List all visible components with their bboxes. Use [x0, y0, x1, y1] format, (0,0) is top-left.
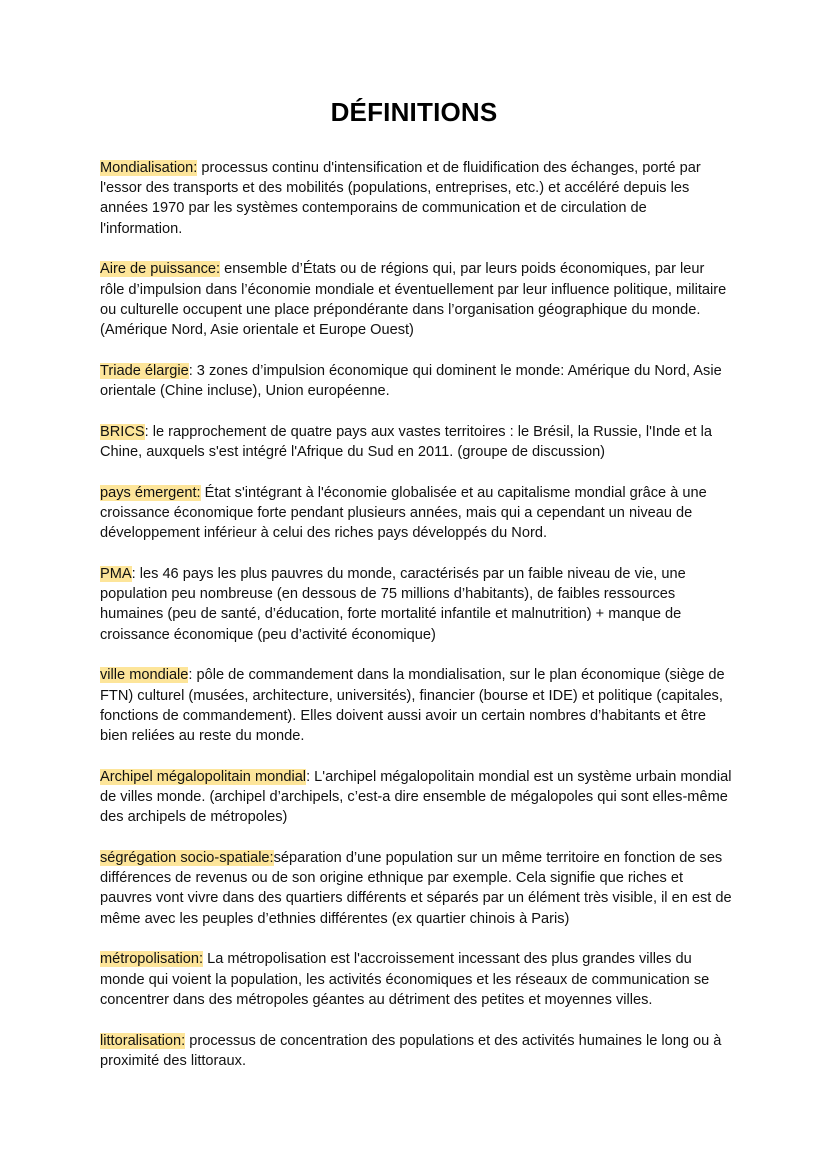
definition-text: ensemble d’États ou de régions qui, par leurs poids économiques, par leur rôle d’impulsion dans l’économie mondiale et éventuellement par leur influence politique, militaire ou culturelle occupent une place prépondérante dans l’organisation géographique du monde. (Amérique Nord, Asie orientale et Europe Ouest) — [100, 261, 727, 339]
definition-term: Mondialisation: — [100, 160, 198, 176]
definition-metropolisation — [100, 949, 732, 1010]
definition-text: : les 46 pays les plus pauvres du monde, caractérisés par un faible niveau de vie, une population peu nombreuse (en dessous de 75 millions d’habitants), de faibles ressources humaines (peu de santé, d’éducation, forte mortalité infantile et malnutrition) + manque de croissance économique (peu d’activité économique) — [100, 566, 686, 643]
definition-text: : L'archipel mégalopolitain mondial est un système urbain mondial de villes monde. (archipel d’archipels, c’est-a dire ensemble de mégalopoles qui sont elles-même des archipels de métropoles) — [100, 768, 732, 826]
definition-term: Aire de puissance: — [100, 261, 221, 278]
definition-term: ville mondiale — [100, 667, 189, 684]
definition-text: État s'intégrant à l'économie globalisée et au capitalisme mondial grâce à une croissance économique forte pendant plusieurs années, mais qui a cependant un niveau de développement inférieur à celui des riches pays développés du Nord. — [100, 484, 707, 542]
definition-triade-elargie — [100, 361, 732, 401]
definition-archipel-megalopolitain — [100, 767, 732, 828]
definition-term: ségrégation socio-spatiale: — [100, 850, 274, 867]
definition-term: métropolisation: — [100, 951, 204, 968]
definition-littoralisation — [100, 1031, 732, 1071]
definition-ville-mondiale — [100, 665, 732, 746]
definition-term: Archipel mégalopolitain mondial — [100, 768, 307, 785]
definition-segregation-socio-spatiale — [100, 848, 732, 929]
definition-text: : le rapprochement de quatre pays aux vastes territoires : le Brésil, la Russie, l'Inde et la Chine, auxquels s'est intégré l'Afrique du Sud en 2011. (groupe de discussion) — [100, 423, 712, 461]
definition-term: PMA — [100, 566, 132, 583]
definitions-list — [100, 158, 732, 1092]
definition-text: : pôle de commandement dans la mondialisation, sur le plan économique (siège de FTN) culturel (musées, architecture, universités), financier (bourse et IDE) et politique (capitales, fonctions de commandement). Elles doivent aussi avoir un certain nombres d’habitants et être bien reliées au reste du monde. — [100, 667, 725, 745]
definition-pays-emergent — [100, 483, 732, 544]
definition-term: pays émergent: — [100, 484, 201, 501]
definition-text: séparation d’une population sur un même territoire en fonction de ses différences de revenus ou de son origine ethnique par exemple. Cela signifie que riches et pauvres vont vivre dans des quartiers différents et séparés par un élément très visible, il en est de même avec les peuples d’ethnies différentes (ex quartier chinois à Paris) — [100, 850, 732, 927]
definition-pma — [100, 564, 732, 645]
definition-term: Triade élargie — [100, 362, 189, 379]
definition-mondialisation — [100, 158, 732, 239]
definition-aire-de-puissance — [100, 259, 732, 340]
definition-text: processus de concentration des populations et des activités humaines le long ou à proximité des littoraux. — [100, 1032, 722, 1069]
definition-term: BRICS — [100, 423, 145, 440]
definition-brics — [100, 422, 732, 462]
page-title: DÉFINITIONS — [330, 97, 498, 127]
definition-text: processus continu d'intensification et de fluidification des échanges, porté par l'essor des transports et des mobilités (populations, entreprises, etc.) et accéléré depuis les années 1970 par les systèmes contemporains de communication et de circulation de l'information. — [100, 160, 701, 237]
definition-text: La métropolisation est l'accroissement incessant des plus grandes villes du monde qui voient la population, les activités économiques et les réseaux de communication se concentrer dans des métropoles géantes au détriment des petites et moyennes villes. — [100, 951, 710, 1008]
definition-text: : 3 zones d’impulsion économique qui dominent le monde: Amérique du Nord, Asie orientale (Chine incluse), Union européenne. — [100, 362, 722, 400]
definition-term: littoralisation: — [100, 1032, 186, 1049]
